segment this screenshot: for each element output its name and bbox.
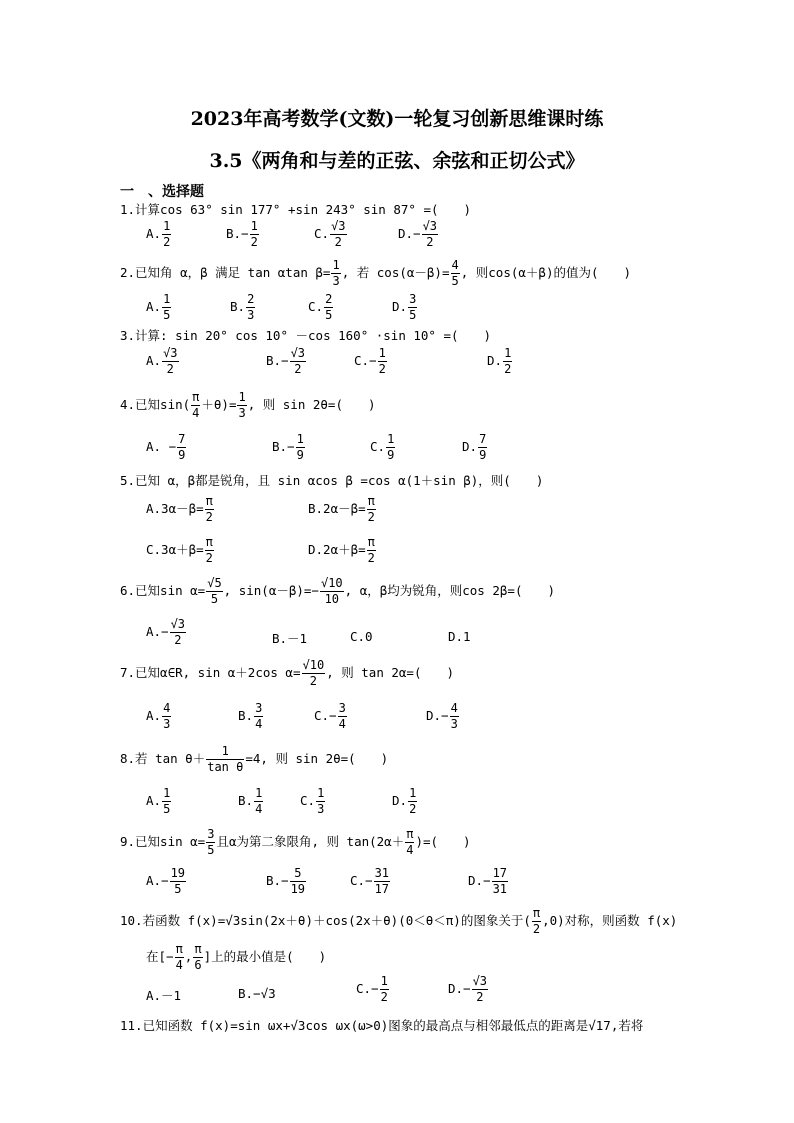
question-11-stem: 11.已知函数 f(x)=sin ωx+√3cos ωx(ω>0)图象的最高点与相邻最低点的距离是√17,若将 [120, 1018, 644, 1033]
question-4-stem: 4.已知sin( $\frac{\pi}{4}$ ＋θ)= $\frac{1}{3}$ , 则 sin 2θ=( ) [120, 390, 376, 420]
question-6-option-b: B.－1 [272, 631, 308, 646]
question-1-option-c: C. $\frac{√3}{2}$ [314, 219, 346, 249]
question-2-option-b: B. $\frac{2}{3}$ [230, 292, 255, 322]
question-10-stem-continued: 在[− $\frac{\pi}{4}$ , $\frac{\pi}{6}$ ]上的最小值是( ) [146, 942, 327, 972]
document-title: 2023年高考数学(文数)一轮复习创新思维课时练 [190, 108, 604, 130]
question-10-option-d: D.− $\frac{√3}{2}$ [448, 974, 488, 1004]
question-9-stem: 9.已知sin α= $\frac{3}{5}$ 且α为第二象限角, 则 tan(2α＋ $\frac{\pi}{4}$ )=( ) [120, 827, 471, 857]
question-2-option-a: A. $\frac{1}{5}$ [146, 292, 171, 322]
question-5-option-d: D.2α＋β= $\frac{\pi}{2}$ [308, 535, 375, 565]
question-10-option-c: C.− $\frac{1}{2}$ [356, 974, 388, 1004]
question-7-option-c: C.− $\frac{3}{4}$ [314, 701, 346, 731]
question-1-stem: 1.计算cos 63° sin 177° +sin 243° sin 87° =( ) [120, 202, 472, 217]
question-8-stem: 8.若 tan θ＋ $\frac{1}{\text{tan θ}}$ =4, 则 sin 2θ=( ) [120, 744, 389, 774]
question-9-option-a: A.− $\frac{19}{5}$ [146, 866, 186, 896]
question-3-option-a: A. $\frac{√3}{2}$ [146, 346, 178, 376]
question-7-option-d: D.− $\frac{4}{3}$ [426, 701, 458, 731]
question-2-option-c: C. $\frac{2}{5}$ [308, 292, 333, 322]
question-8-option-d: D. $\frac{1}{2}$ [392, 786, 417, 816]
section-heading: 一 、选择题 [120, 184, 204, 200]
question-4-option-c: C. $\frac{1}{9}$ [370, 432, 395, 462]
question-5-stem: 5.已知 α，β都是锐角，且 sin αcos β =cos α(1＋sin β)，则( ) [120, 473, 544, 488]
question-6-option-a: A.− $\frac{√3}{2}$ [146, 617, 186, 647]
document-subtitle: 3.5《两角和与差的正弦、余弦和正切公式》 [209, 150, 585, 172]
question-4-option-d: D. $\frac{7}{9}$ [462, 432, 487, 462]
question-7-option-a: A. $\frac{4}{3}$ [146, 701, 171, 731]
question-3-option-c: C.− $\frac{1}{2}$ [354, 346, 386, 376]
question-3-stem: 3.计算: sin 20° cos 10° －cos 160° ·sin 10° =( ) [120, 328, 492, 343]
question-8-option-c: C. $\frac{1}{3}$ [300, 786, 325, 816]
question-6-stem: 6.已知sin α= $\frac{√5}{5}$ , sin(α－β)=− $\frac{√10}{10}$ , α，β均为锐角，则cos 2β=( ) [120, 576, 555, 606]
question-4-option-b: B.− $\frac{1}{9}$ [272, 432, 304, 462]
question-8-option-b: B. $\frac{1}{4}$ [238, 786, 263, 816]
question-5-option-c: C.3α＋β= $\frac{\pi}{2}$ [146, 535, 213, 565]
question-5-option-b: B.2α－β= $\frac{\pi}{2}$ [308, 494, 375, 524]
question-1-option-d: D.− $\frac{√3}{2}$ [398, 219, 438, 249]
question-7-option-b: B. $\frac{3}{4}$ [238, 701, 263, 731]
question-10-stem: 10.若函数 f(x)=√3sin(2x＋θ)＋cos(2x＋θ)(0＜θ＜π)的图象关于( $\frac{\pi}{2}$ ,0)对称，则函数 f(x) [120, 906, 678, 936]
question-9-option-c: C.− $\frac{31}{17}$ [350, 866, 390, 896]
question-1-option-a: A. $\frac{1}{2}$ [146, 219, 171, 249]
question-6-option-c: C.0 [350, 629, 373, 644]
question-9-option-d: D.− $\frac{17}{31}$ [468, 866, 508, 896]
question-2-option-d: D. $\frac{3}{5}$ [392, 292, 417, 322]
question-3-option-d: D. $\frac{1}{2}$ [487, 346, 512, 376]
question-2-stem: 2.已知角 α，β 满足 tan αtan β= $\frac{1}{3}$ , 若 cos(α－β)= $\frac{4}{5}$ , 则cos(α＋β)的值为( ) [120, 258, 632, 288]
question-7-stem: 7.已知α∈R, sin α＋2cos α= $\frac{√10}{2}$ , 则 tan 2α=( ) [120, 658, 454, 688]
question-5-option-a: A.3α－β= $\frac{\pi}{2}$ [146, 494, 213, 524]
question-6-option-d: D.1 [448, 629, 471, 644]
question-10-option-a: A.－1 [146, 988, 182, 1003]
question-10-option-b: B.−√3 [238, 986, 276, 1001]
question-9-option-b: B.− $\frac{5}{19}$ [266, 866, 306, 896]
question-4-option-a: A. − $\frac{7}{9}$ [146, 432, 186, 462]
question-8-option-a: A. $\frac{1}{5}$ [146, 786, 171, 816]
question-3-option-b: B.− $\frac{√3}{2}$ [266, 346, 306, 376]
question-1-option-b: B.− $\frac{1}{2}$ [226, 219, 258, 249]
